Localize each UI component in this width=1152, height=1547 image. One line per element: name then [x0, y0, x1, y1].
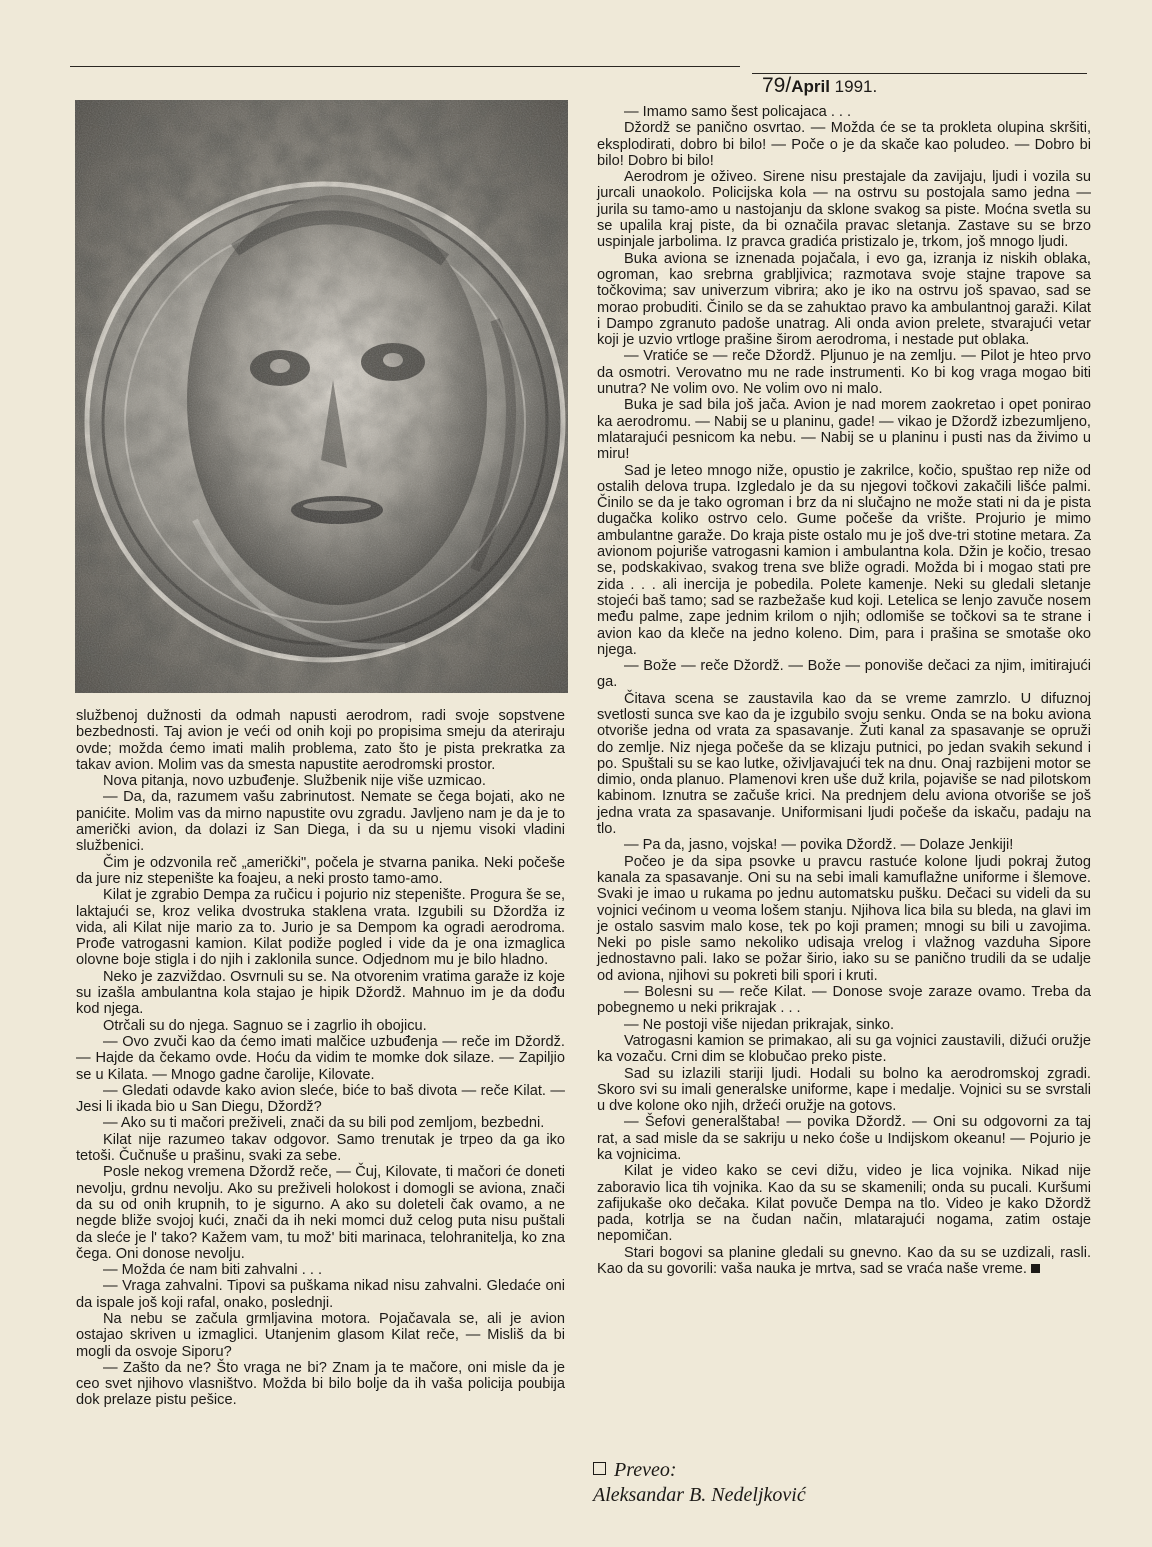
paragraph: Neko je zazviždao. Osvrnuli su se. Na otvorenim vratima garaže iz koje su izašla ambulantna kola stajao je hipik Džordž. Mahnuo im je da dođu kod njega.: [76, 968, 565, 1018]
issue-month: April: [791, 77, 830, 96]
right-column-text: [597, 104, 1091, 1277]
paragraph: Buka aviona se iznenada pojačala, i evo ga, izranja iz niskih oblaka, ogroman, kao srebrna grabljivica; razmotava svoje stajne trapove sa točkovima; sav univerzum vibrira; ako je iko na ostrvu još spavao, sad se morao probuditi. Činilo se da se zahuktao pravo ka ambulantnoj garaži. Kilat i Dampo zgranuto padoše unatrag. Ali onda avion prelete, stvarajući vetar koji je uzvio vrtloge prašine širom aerodroma, i nestade put oblaka.: [597, 250, 1091, 349]
paragraph: — Šefovi generalštaba! — povika Džordž. — Oni su odgovorni za taj rat, a sad misle da se sakriju u neko ćoše u Indijskom okeanu! — Pojurio je ka vojnicima.: [597, 1114, 1091, 1163]
paragraph: — Vratiće se — reče Džordž. Pljunuo je na zemlju. — Pilot je hteo prvo da osmotri. Verovatno mu ne rade instrumenti. Ko bi kog vraga mogao biti unutra? Ne volim ovo. Ne volim ovo ni malo.: [597, 348, 1091, 398]
paragraph: Čim je odzvonila reč „američki", počela je stvarna panika. Neki počeše da jure niz stepenište ka foajeu, a neki prosto tamo-amo.: [76, 854, 565, 887]
credit-translator-name: Aleksandar B. Nedeljković: [593, 1484, 806, 1506]
paragraph: Nova pitanja, novo uzbuđenje. Službenik nije više uzmicao.: [103, 773, 486, 790]
paragraph: Čitava scena se zaustavila kao da se vreme zamrzlo. U difuznoj svetlosti sunca sve kao da je izgubilo svoju senku. Onda se na boku aviona otvoriše jedna od vrata za spasavanje. Žuti kanal za spasavanje se opruži do zemlje. Niz njega počeše da se klizaju putnici, po jedan svakih sekund i po. Spuštali su se kao lutke, oživljavajući tek na dnu. Onaj razbijeni motor se dimio, onda planuo. Plamenovi kren uše duž krila, pojaviše se nad pilotskom kabinom. Iznutra se začuše krici. Na prednjem delu aviona otvoriše se još jedna vrata za spasavanje. Uniformisani ljudi počeše da iskaču, padaju na tlo.: [597, 690, 1092, 838]
header-rule-left: [70, 66, 740, 67]
paragraph: Otrčali su do njega. Sagnuo se i zagrlio ih obojicu.: [103, 1017, 427, 1034]
paragraph: Buka je sad bila još jača. Avion je nad morem zaokretao i opet ponirao ka aerodromu. — Nabij se u planinu, gade! — vikao je Džordž izbezumljeno, mlatarajući pesnicom ka nebu. — Nabij se u planinu i pusti nas da živimo u miru!: [597, 397, 1091, 463]
paragraph: Vatrogasni kamion se primakao, ali su ga vojnici zaustavili, dižući oružje ka vozaču. Crni dim se klobučao preko piste.: [597, 1032, 1091, 1066]
square-bullet-icon: [593, 1462, 606, 1475]
paragraph-final: [597, 1245, 1091, 1278]
paragraph: — Ako su ti mačori preživeli, znači da su bili pod zemljom, bezbedni.: [103, 1115, 545, 1132]
illustration-artwork: [75, 100, 568, 693]
issue-header: [762, 74, 877, 98]
paragraph: Posle nekog vremena Džordž reče, — Čuj, Kilovate, ti mačori će doneti nevolju, grdnu nevolju. Ako su preživeli holokost i domogli se aviona, znači da su od onih krupnih, to je sigurno. A ako su doleteli čak ovamo, a ne negde bliže svojoj kući, znači da ih neki momci duž celog puta nisu puštali da sleće je l' tako? Kažem vam, tu mož' biti marinaca, telohranitelja, ko zna čega. Oni donose nevolju.: [76, 1164, 565, 1262]
paragraph: — Imamo samo šest policajaca . . .: [624, 104, 852, 120]
left-column-text: [76, 708, 565, 1409]
paragraph: Počeo je da sipa psovke u pravcu rastuće kolone ljudi pokraj žutog kanala za spasavanje. Oni su na sebi imali kamuflažne uniforme i šlemove. Svaki je imao u rukama po jednu automatsku pušku. Dečaci su videli da su vojnici većinom u veoma lošem stanju. Njihova lica bila su bleda, na glavi im je ostalo sasvim malo kose, tek po koji pramen; mnogi su bili u zavojima. Neki po pisle samo nekoliko udisaja vrelog i vlažnog vazduha Sipore jednostavno pali. Iako se požar širio, iako su se panično trudili da se udalje od aviona, njihovi su pokreti bili spori i kruti.: [597, 853, 1091, 984]
paragraph: Sad su izlazili stariji ljudi. Hodali su bolno ka aerodromskoj zgradi. Skoro svi su imali generalske uniforme, kape i medalje. Vojnici su se svrstali u dve kolone oko njih, držeći oružje na gotovs.: [597, 1065, 1091, 1115]
paragraph: — Ne postoji više nijedan prikrajak, sinko.: [624, 1016, 895, 1033]
paragraph: — Vraga zahvalni. Tipovi sa puškama nikad nisu zahvalni. Gledaće oni da ispale još koji rafal, onako, poslednji.: [76, 1278, 565, 1311]
paragraph: Na nebu se začula grmljavina motora. Pojačavala se, ali je avion ostajao skriven u izmaglici. Utanjenim glasom Kilat reče, — Misliš da bi mogli da osvoje Siporu?: [76, 1310, 565, 1360]
paragraph: — Zašto da ne? Što vraga ne bi? Znam ja te mačore, oni misle da je ceo svet njihovo vlasništvo. Možda bi bilo bolje da ih vaša policija poubija dok prelaze pistu pešice.: [76, 1359, 565, 1409]
paragraph: službenoj dužnosti da odmah napusti aerodrom, radi svoje sopstvene bezbednosti. Taj avion je veći od onih koji po propisima smeju da ateriraju ovde; možda ćemo imati malih problema, zato što je pista prekratka za takav avion. Molim vas da smesta napustite aerodromski prostor.: [76, 708, 565, 773]
paragraph: — Bože — reče Džordž. — Bože — ponoviše dečaci za njim, imitirajući ga.: [597, 658, 1091, 691]
paragraph: — Gledati odavde kako avion sleće, biće to baš divota — reče Kilat. — Jesi li ikada bio u San Diegu, Džordž?: [76, 1082, 565, 1116]
final-paragraph-text: Stari bogovi sa planine gledali su gnevno. Kao da su se uzdizali, rasli. Kao da su govorili: vaša nauka je mrtva, sad se vraća naše vreme.: [597, 1244, 1091, 1278]
paragraph: — Ovo zvuči kao da ćemo imati malčice uzbuđenja — reče im Džordž. — Hajde da čekamo ovde. Hoću da vidim te momke dok silaze. — Zapiljio se u Kilata. — Mnogo gadne čarolije, Kilovate.: [76, 1033, 565, 1083]
credit-label: Preveo:: [614, 1459, 677, 1481]
end-mark-icon: [1031, 1264, 1040, 1273]
issue-number: 79/: [762, 74, 792, 97]
paragraph: Džordž se panično osvrtao. — Možda će se ta prokleta olupina skršiti, eksplodirati, dobro bi bilo! — Poče o je da skače kao poludeo. — Dobro bi bilo! Dobro bi bilo!: [597, 120, 1091, 169]
paragraph: — Da, da, razumem vašu zabrinutost. Nemate se čega bojati, ako ne panićite. Molim vas da mirno napustite ovu zgradu. Javljeno nam je da je to američki avion, da dolazi iz San Diega, i da su u njemu visoki vladini službenici.: [76, 789, 565, 855]
paragraph: — Možda će nam biti zahvalni . . .: [103, 1262, 322, 1279]
paragraph: — Pa da, jasno, vojska! — povika Džordž. — Dolaze Jenkiji!: [624, 837, 1014, 854]
paragraph: Sad je leteo mnogo niže, opustio je zakrilce, kočio, spuštao rep niže od ostalih delova trupa. Izgledalo je da su njegovi točkovi zakačili lišće palmi. Činilo se da je tako ogroman i brz da ni slučajno ne može stati ni da je pista dugačka koliko ostrvo celo. Gume počeše da vrište. Projurio je mimo ambulantne garaže. Do kraja piste ostalo mu je još dve-tri stotine metara. Za avionom pojuriše vatrogasni kamion i ambulantna kola. Džin je kočio, tresao se, podskakivao, svakog trena sve bliže ogradi. Možda bi i mogao stati pre zida . . . ali inercija je pobedila. Polete kamenje. Neki su gledali sletanje stojeći baš tamo; sad se razbežaše kud koji. Letelica se lenjo zavuče nosem među palme, zape jednim krilom o njih; odlomiše se točkovi sa te strane i avion kao da kleče na jedno koleno. Dim, para i prašina se smotaše oko njega.: [597, 462, 1091, 658]
paragraph: Kilat nije razumeo takav odgovor. Samo trenutak je trpeo da ga iko tetoši. Čučnuše u prašinu, svaki za sebe.: [76, 1131, 565, 1165]
paragraph: — Bolesni su — reče Kilat. — Donose svoje zaraze ovamo. Treba da pobegnemo u neki prikrajak . . .: [597, 984, 1091, 1017]
paragraph: Aerodrom je oživeo. Sirene nisu prestajale da zavijaju, ljudi i vozila su jurcali unaokolo. Policijska kola — na ostrvu su postojala samo jedna — jurila su tamo-amo u nastojanju da sklone svakog sa piste. Moćna svetla su se upalila kraj piste, da bi označila pravac sletanja. Zastave su se brzo uspinjale jarbolima. Iz pravca gradića pristizalo je, trkom, još mnogo ljudi.: [597, 169, 1091, 251]
paragraph: Kilat je zgrabio Dempa za ručicu i pojurio niz stepenište. Progura še se, laktajući se, kroz velika dvostruka staklena vrata. Izgubili su Džordža iz vida, ali Kilat nije mario za to. Jurio je sa Dempom ka ogradi aerodroma. Prođe vatrogasni kamion. Kilat podiže pogled i vide da je ona izmaglica olovne boje stigla i do njih i zaklonila sunce. Odjednom mu je bilo hladno.: [76, 887, 565, 969]
paragraph: Kilat je video kako se cevi dižu, video je lica vojnika. Nikad nije zaboravio lica tih vojnika. Kao da su se skamenili; onda su pucali. Kuršumi zafijukaše oko dečaka. Kilat povuče Dempa na tlo. Video je kako Džordž pada, kotrlja se na čudan način, mlatarajući nogama, zatim ostaje nepomičan.: [597, 1163, 1091, 1245]
illustration-face-in-circle: [75, 100, 568, 693]
credit-line-1: [593, 1458, 806, 1483]
translator-credit: [593, 1458, 806, 1508]
issue-year: 1991.: [829, 77, 878, 96]
